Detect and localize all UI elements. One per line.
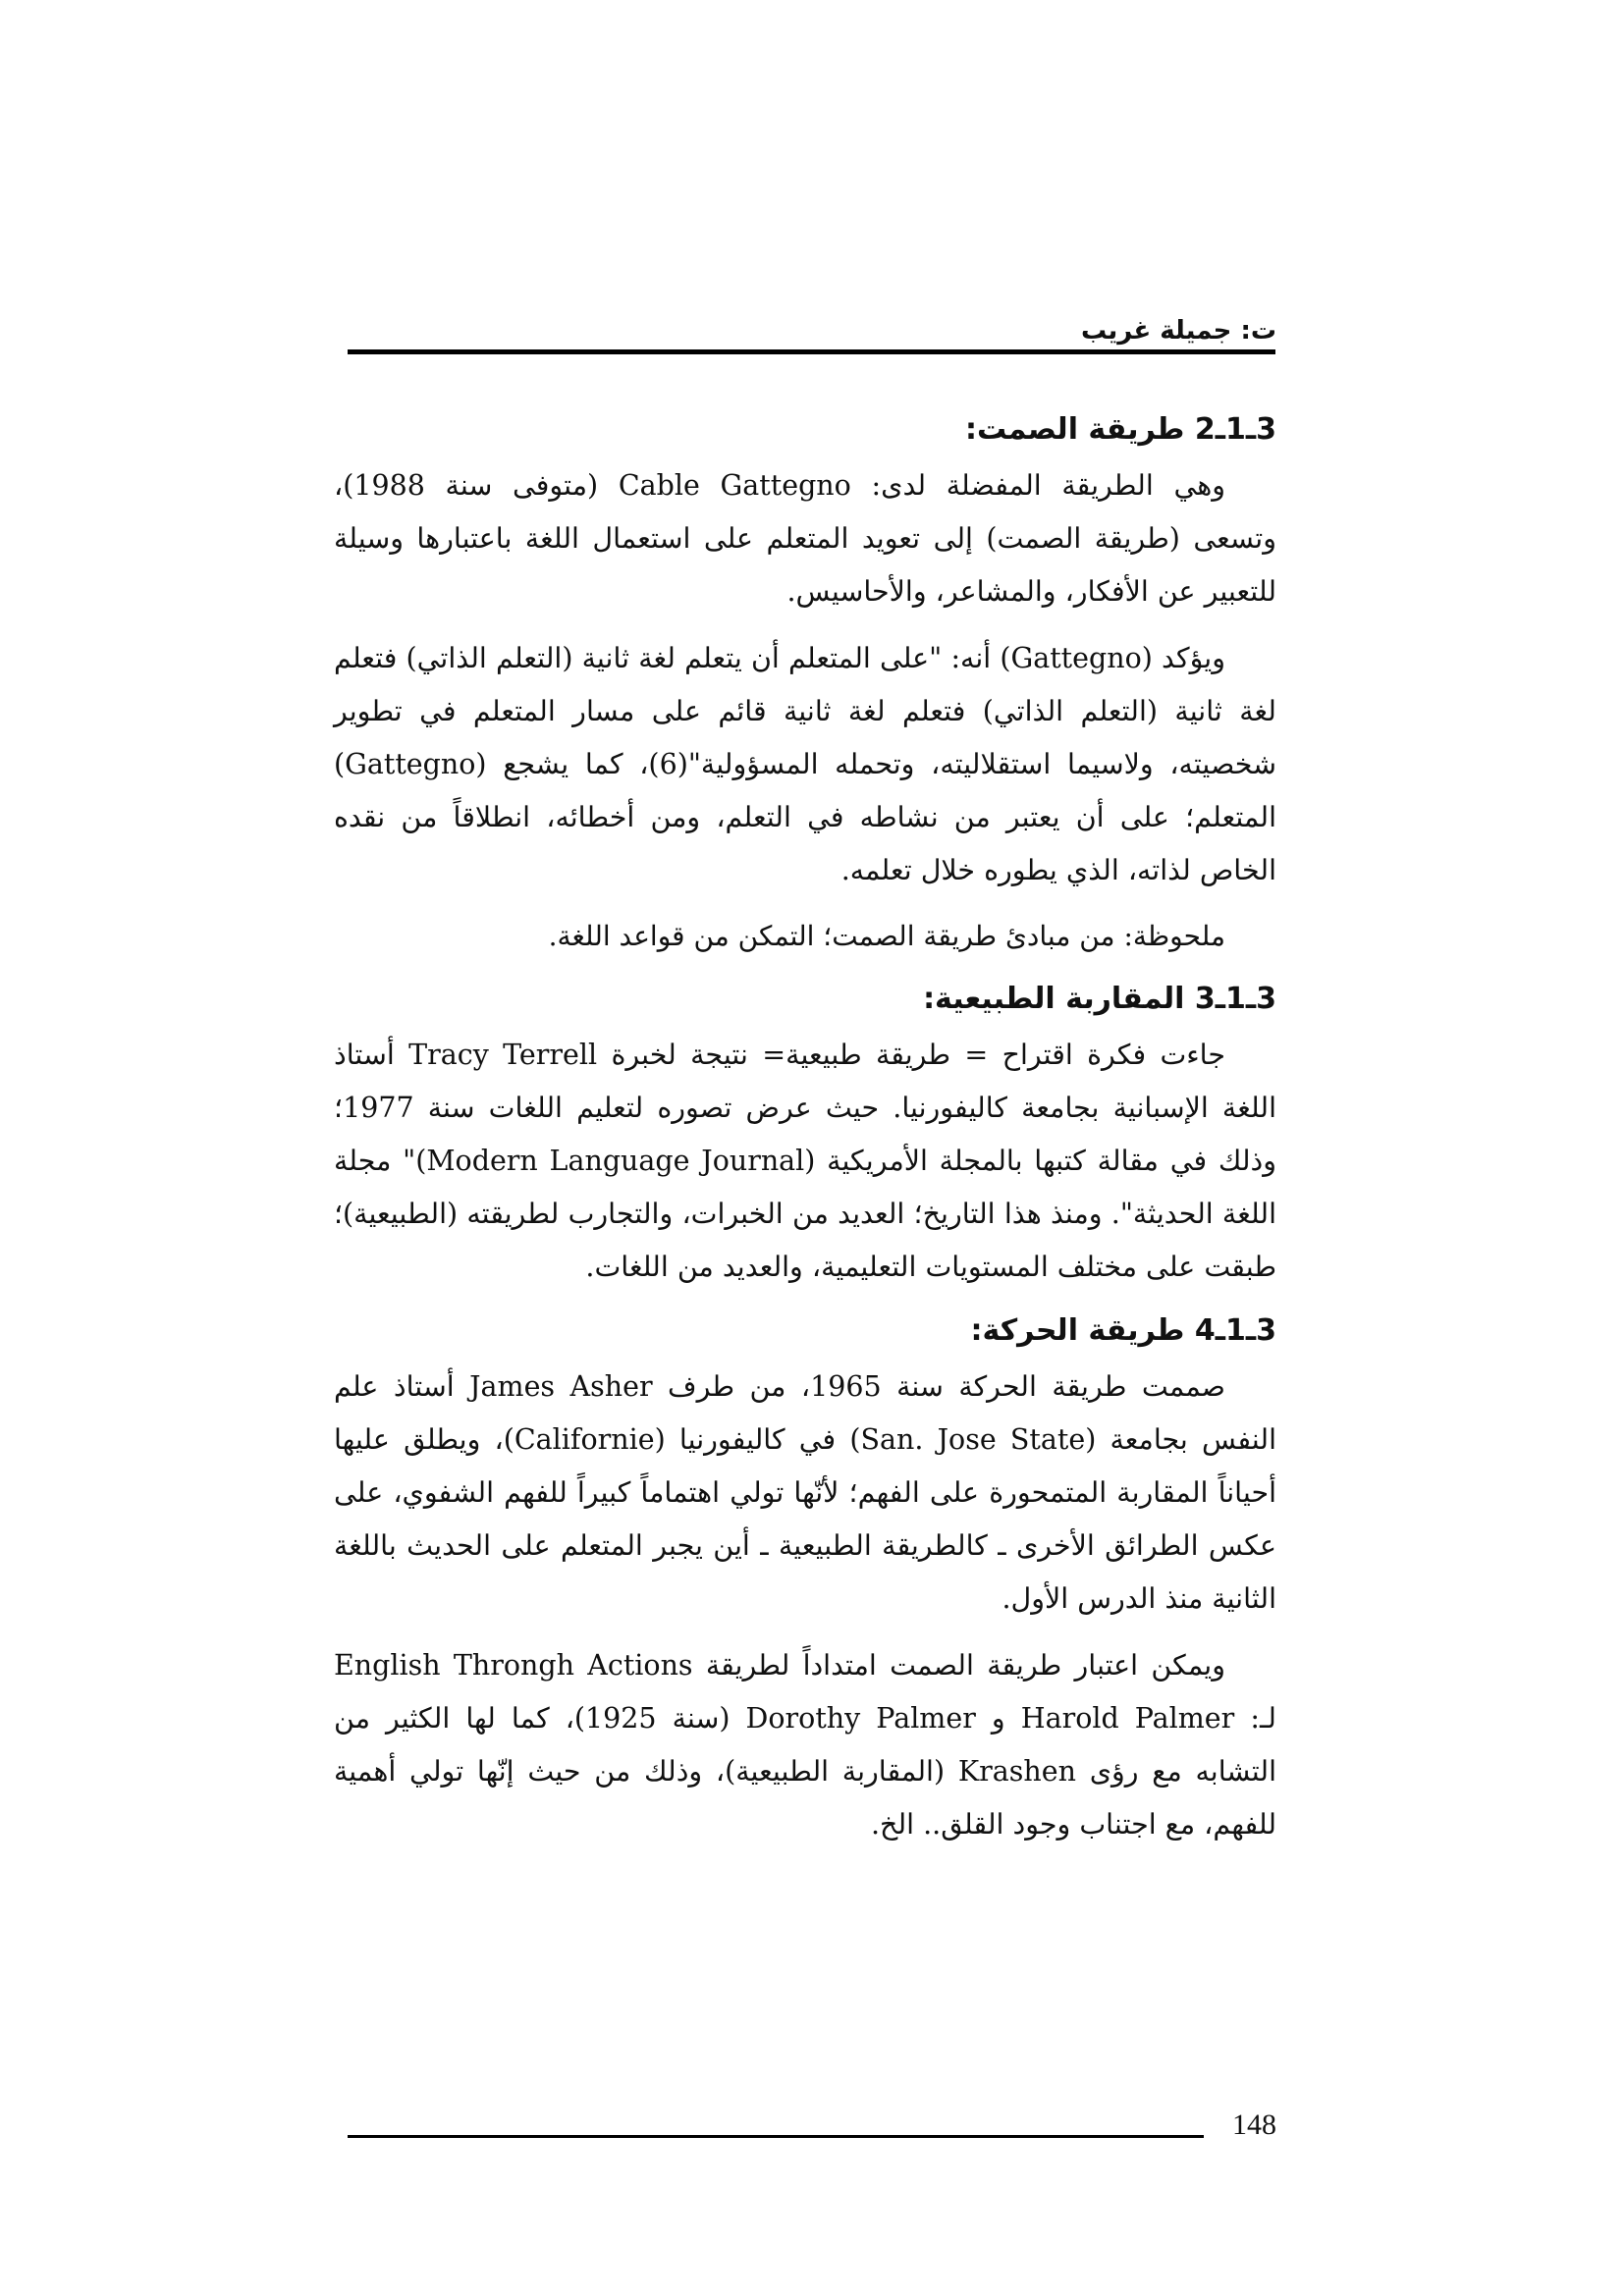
paragraph: جاءت فكرة اقتراح = طريقة طبيعية= نتيجة لخبرة Tracy Terrell أستاذ اللغة الإسبانية بجامعة كاليفورنيا. حيث عرض تصوره لتعليم اللغات سنة 1977؛ وذلك في مقالة كتبها بالمجلة الأمريكية (Modern Language Journal)" مجلة اللغة الحديثة". ومنذ هذا التاريخ؛ العديد من الخبرات، والتجارب لطريقته (الطبيعية)؛ طبقت على مختلف المستويات التعليمية، والعديد من اللغات.	[334, 1039, 1276, 1283]
page-number: 148	[1232, 2109, 1276, 2141]
section-silent-way	[334, 406, 1276, 962]
section-heading: 3ـ1ـ3 المقاربة الطبيعية:	[923, 982, 1276, 1016]
note-text: ملحوظة: من مبادئ طريقة الصمت؛ التمكن من قواعد اللغة.	[548, 920, 1225, 952]
section-total-physical-response	[334, 1308, 1276, 1851]
section-natural-approach	[334, 976, 1276, 1294]
paragraph: صممت طريقة الحركة سنة 1965، من طرف James Asher أستاذ علم النفس بجامعة (San. Jose State) في كاليفورنيا (Californie)، ويطلق عليها أحياناً المقاربة المتمحورة على الفهم؛ لأنّها تولي اهتماماً كبيراً للفهم الشفوي، على عكس الطرائق الأخرى ـ كالطريقة الطبيعية ـ أين يجبر المتعلم على الحديث باللغة الثانية منذ الدرس الأول.	[334, 1370, 1277, 1615]
paragraph: ويؤكد (Gattegno) أنه: "على المتعلم أن يتعلم لغة ثانية (التعلم الذاتي) فتعلم لغة ثانية (التعلم الذاتي) فتعلم لغة ثانية قائم على مسار المتعلم في تطوير شخصيته، ولاسيما استقلاليته، وتحمله المسؤولية"(6)، كما يشجع (Gattegno) المتعلم؛ على أن يعتبر من نشاطه في التعلم، ومن أخطائه، انطلاقاً من نقده الخاص لذاته، الذي يطوره خلال تعلمه.	[334, 642, 1277, 886]
paragraph: ويمكن اعتبار طريقة الصمت امتداداً لطريقة English Throngh Actions لـ: Harold Palmer و Dorothy Palmer (سنة 1925)، كما لها الكثير من التشابه مع رؤى Krashen (المقاربة الطبيعية)، وذلك من حيث إنّها تولي أهمية للفهم، مع اجتناب وجود القلق.. الخ.	[334, 1649, 1277, 1841]
running-header-title: ت: جميلة غريب	[1080, 316, 1276, 346]
page-body	[334, 393, 1276, 1865]
footer-divider	[348, 2135, 1204, 2138]
section-heading: 3ـ1ـ2 طريقة الصمت:	[965, 412, 1276, 447]
header-divider	[348, 349, 1275, 354]
paragraph: وهي الطريقة المفضلة لدى: Cable Gattegno (متوفى سنة 1988)، وتسعى (طريقة الصمت) إلى تعويد المتعلم على استعمال اللغة باعتبارها وسيلة للتعبير عن الأفكار، والمشاعر، والأحاسيس.	[334, 469, 1276, 608]
section-heading: 3ـ1ـ4 طريقة الحركة:	[970, 1313, 1276, 1348]
